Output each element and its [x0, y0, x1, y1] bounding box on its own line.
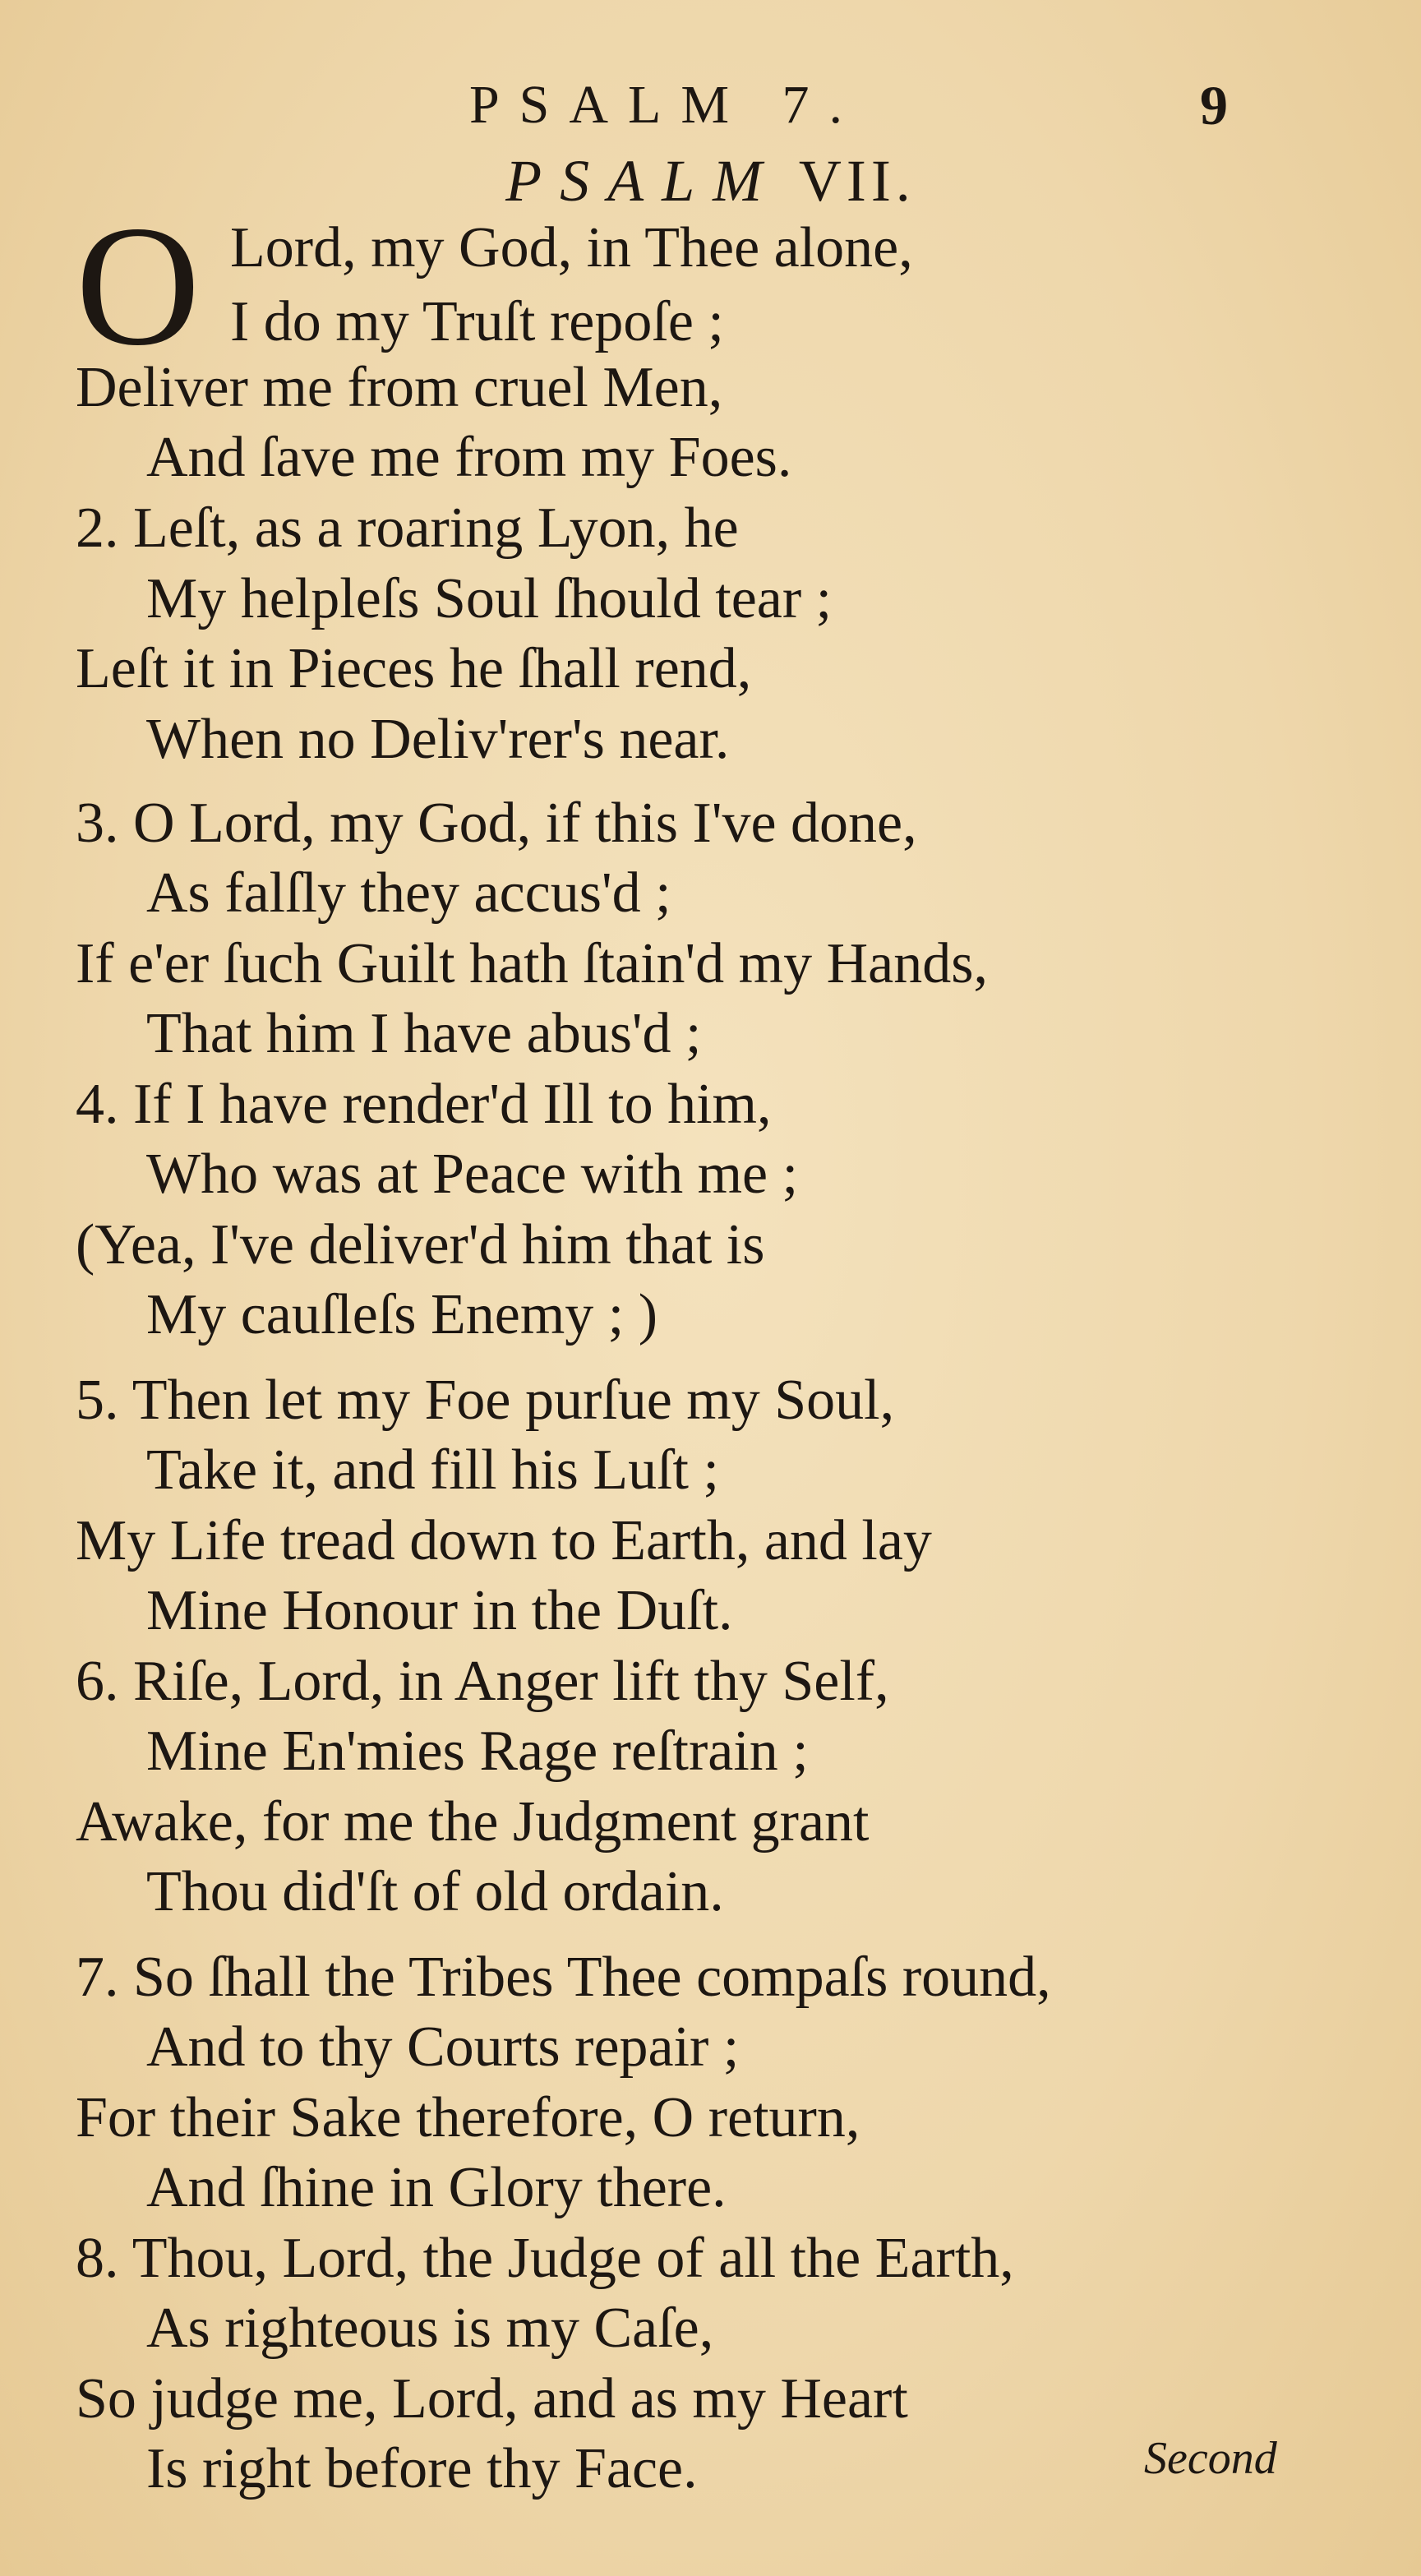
verse-line: When no Deliv'rer's near.: [146, 708, 730, 771]
verse-line: 2. Leſt, as a roaring Lyon, he: [76, 496, 739, 560]
psalm-heading-numeral: VII.: [798, 148, 916, 214]
verse-line: 7. So ſhall the Tribes Thee compaſs round,: [76, 1946, 1051, 2009]
verse-line: Is right before thy Face.: [146, 2437, 698, 2500]
verse-line: My cauſleſs Enemy ; ): [146, 1283, 658, 1346]
verse-line: As righteous is my Caſe,: [146, 2297, 714, 2360]
verse-line: And to thy Courts repair ;: [146, 2015, 740, 2079]
verse-line: Lord, my God, in Thee alone,: [230, 216, 913, 279]
verse-line: Mine En'mies Rage reſtrain ;: [146, 1720, 809, 1783]
verse-line: 6. Riſe, Lord, in Anger lift thy Self,: [76, 1650, 889, 1713]
verse-line: Leſt it in Pieces he ſhall rend,: [76, 637, 752, 700]
verse-line: And ſhine in Glory there.: [146, 2156, 727, 2219]
verse-line: For their Sake therefore, O return,: [76, 2086, 860, 2149]
verse-line: My helpleſs Soul ſhould tear ;: [146, 567, 833, 630]
drop-cap: O: [76, 191, 201, 381]
verse-line: I do my Truſt repoſe ;: [230, 290, 724, 353]
verse-line: My Life tread down to Earth, and lay: [76, 1509, 932, 1572]
verse-line: Take it, and fill his Luſt ;: [146, 1438, 719, 1502]
verse-line: And ſave me from my Foes.: [146, 426, 792, 489]
verse-line: As falſly they accus'd ;: [146, 861, 671, 925]
verse-line: So judge me, Lord, and as my Heart: [76, 2367, 908, 2431]
verse-line: If e'er ſuch Guilt hath ſtain'd my Hands,: [76, 932, 988, 995]
verse-line: Deliver me from cruel Men,: [76, 356, 723, 419]
verse-line: Mine Honour in the Duſt.: [146, 1579, 733, 1642]
verse-line: 4. If I have render'd Ill to him,: [76, 1073, 772, 1136]
verse-line: 8. Thou, Lord, the Judge of all the Earth,: [76, 2227, 1014, 2290]
verse-line: 3. O Lord, my God, if this I've done,: [76, 792, 917, 855]
verse-line: Thou did'ſt of old ordain.: [146, 1860, 724, 1923]
verse-line: 5. Then let my Foe purſue my Soul,: [76, 1369, 895, 1432]
verse-line: Who was at Peace with me ;: [146, 1143, 799, 1206]
verse-line: That him I have abus'd ;: [146, 1002, 702, 1065]
psalm-heading-word: PSALM: [505, 148, 781, 214]
running-head-title: PSALM 7.: [468, 75, 863, 135]
verse-line: (Yea, I've deliver'd him that is: [76, 1213, 765, 1276]
verse-line: Awake, for me the Judgment grant: [76, 1790, 870, 1854]
catchword: Second: [1144, 2433, 1277, 2484]
page-number: 9: [1200, 74, 1228, 136]
